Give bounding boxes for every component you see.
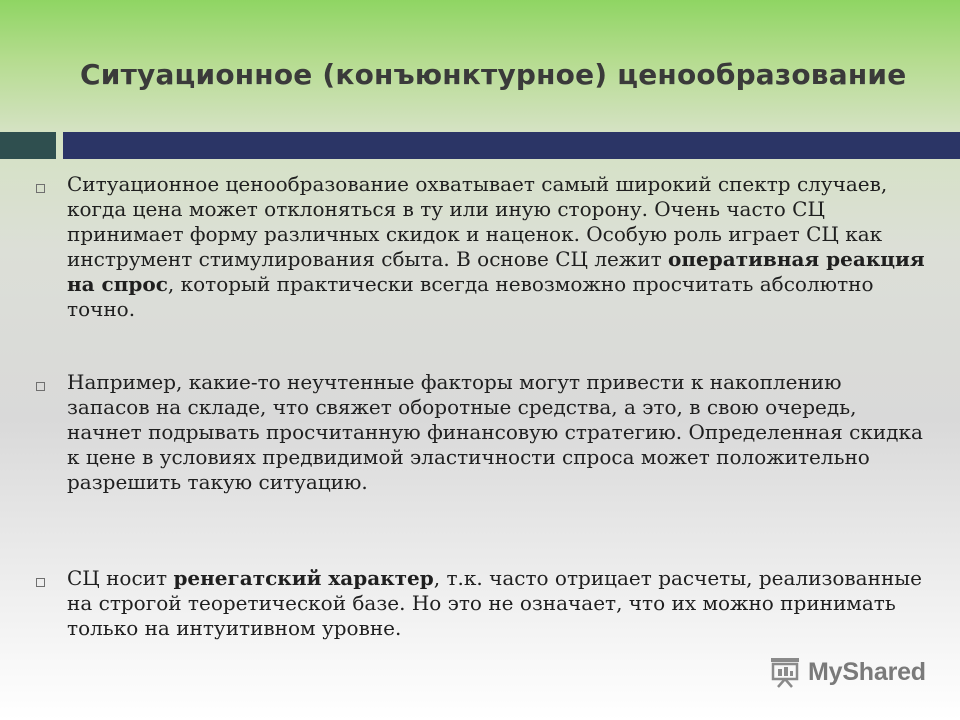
bullet-text-2 [67, 370, 926, 495]
bullet-text-3-post: , т.к. часто отрицает расчеты, реализованные на строгой теоретической базе. Но это не означает, что их можно принимать только на интуитивном уровне. [67, 566, 923, 640]
header-rule-left [0, 132, 56, 159]
presentation-board-icon [768, 656, 802, 688]
bullet-text-1-post: , который практически всегда невозможно просчитать абсолютно точно. [67, 272, 874, 321]
bullet-item-3 [36, 566, 926, 641]
square-bullet-icon [36, 382, 45, 391]
bullet-text-1-pre: Ситуационное ценообразование охватывает самый широкий спектр случаев, когда цена может отклоняться в ту или иную сторону. Очень часто СЦ принимает форму различных скидок и наценок. Особую роль играет СЦ как инструмент стимулирования сбыта. В основе СЦ лежит [67, 172, 888, 271]
square-bullet-icon [36, 578, 45, 587]
square-bullet-icon [36, 184, 45, 193]
bullet-text-1 [67, 172, 926, 322]
bullet-item-2 [36, 370, 926, 495]
slide-title: Ситуационное (конъюнктурное) ценообразование [80, 58, 907, 91]
bullet-text-2-pre: Например, какие-то неучтенные факторы могут привести к накоплению запасов на складе, что свяжет оборотные средства, а это, в свою очередь, начнет подрывать просчитанную финансовую стратегию. Определенная скидка к цене в условиях предвидимой эластичности спроса может положительно разрешить такую ситуацию. [67, 370, 923, 494]
header-rule-right [63, 132, 960, 159]
watermark-text: MyShared [808, 657, 926, 686]
bullet-text-3-bold: ренегатский характер [173, 566, 434, 590]
myshared-watermark[interactable] [768, 656, 926, 688]
bullet-item-1 [36, 172, 926, 322]
bullet-text-1-bold: оперативная реакция на спрос [67, 247, 925, 296]
bullet-text-3 [67, 566, 926, 641]
bullet-text-3-pre: СЦ носит [67, 566, 174, 590]
